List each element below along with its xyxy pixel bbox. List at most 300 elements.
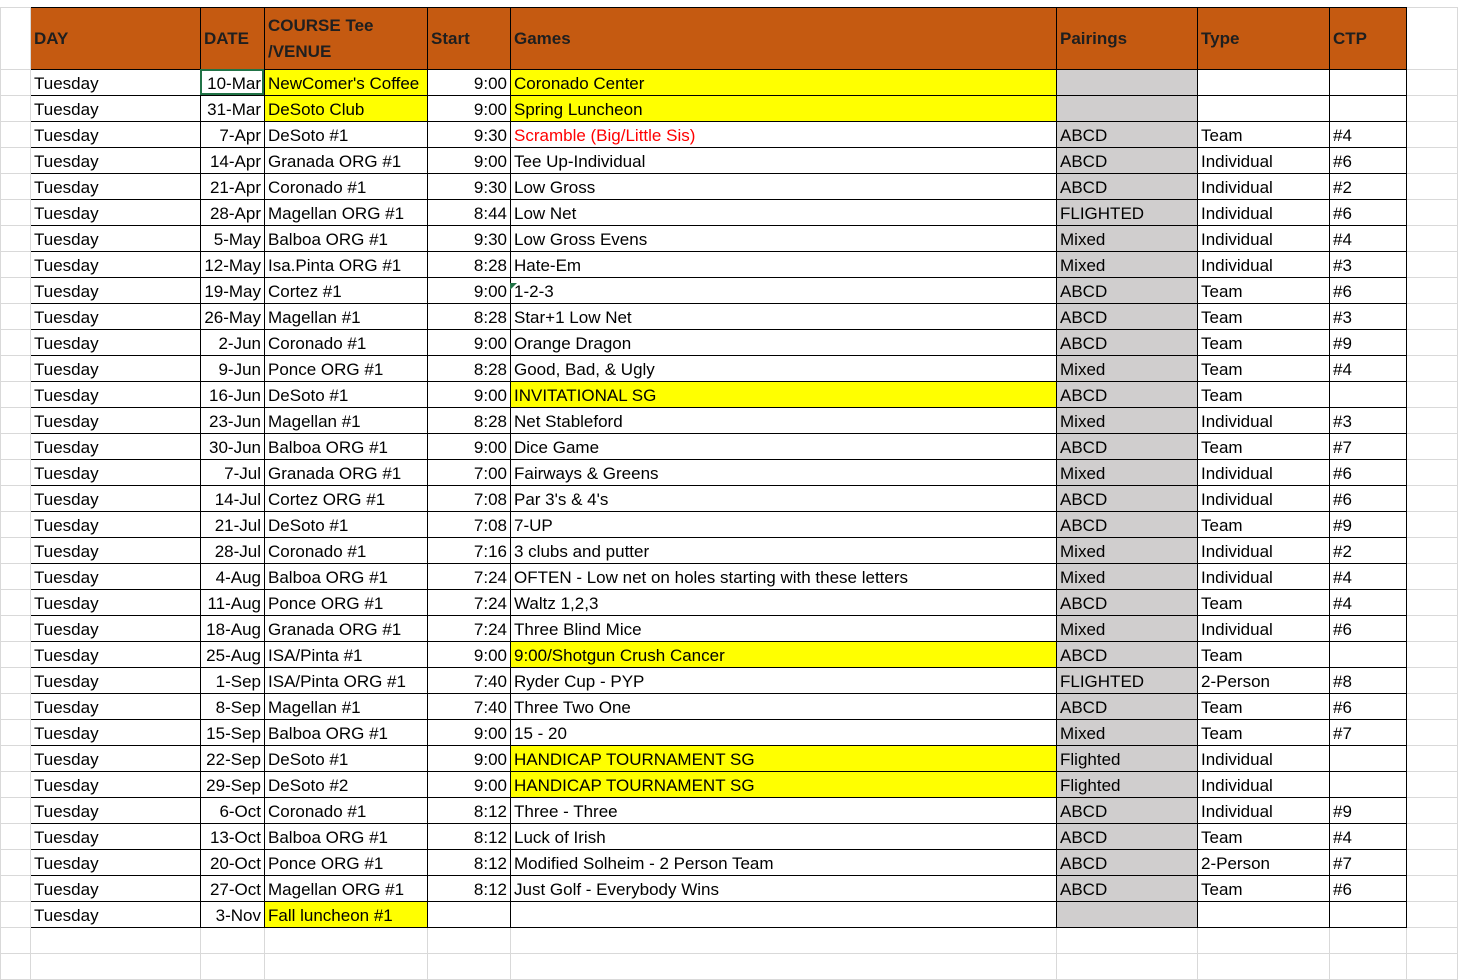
ctp-cell[interactable]: #3 (1330, 304, 1407, 330)
pairings-cell[interactable]: Mixed (1057, 408, 1198, 434)
date-cell[interactable]: 18-Aug (201, 616, 265, 642)
type-cell[interactable]: Team (1198, 642, 1330, 668)
game-cell[interactable]: Good, Bad, & Ugly (511, 356, 1057, 382)
ctp-cell[interactable] (1330, 382, 1407, 408)
start-cell[interactable]: 9:00 (428, 382, 511, 408)
course-cell[interactable]: DeSoto #2 (265, 772, 428, 798)
empty-cell[interactable] (511, 928, 1057, 954)
day-cell[interactable]: Tuesday (31, 460, 201, 486)
game-cell[interactable]: Waltz 1,2,3 (511, 590, 1057, 616)
pairings-cell[interactable]: Mixed (1057, 538, 1198, 564)
course-cell[interactable]: Cortez ORG #1 (265, 486, 428, 512)
game-cell[interactable]: Tee Up-Individual (511, 148, 1057, 174)
date-cell[interactable]: 12-May (201, 252, 265, 278)
date-cell[interactable]: 7-Apr (201, 122, 265, 148)
pairings-cell[interactable]: ABCD (1057, 304, 1198, 330)
game-cell[interactable]: Ryder Cup - PYP (511, 668, 1057, 694)
start-cell[interactable]: 7:24 (428, 590, 511, 616)
course-cell[interactable]: Balboa ORG #1 (265, 434, 428, 460)
course-cell[interactable]: Ponce ORG #1 (265, 356, 428, 382)
game-cell[interactable]: 7-UP (511, 512, 1057, 538)
type-cell[interactable]: Team (1198, 512, 1330, 538)
pairings-cell[interactable]: Flighted (1057, 746, 1198, 772)
date-cell[interactable]: 31-Mar (201, 96, 265, 122)
course-cell[interactable]: Balboa ORG #1 (265, 720, 428, 746)
ctp-cell[interactable]: #2 (1330, 174, 1407, 200)
type-cell[interactable]: Team (1198, 330, 1330, 356)
day-cell[interactable]: Tuesday (31, 96, 201, 122)
ctp-cell[interactable] (1330, 772, 1407, 798)
date-cell[interactable]: 14-Jul (201, 486, 265, 512)
start-cell[interactable]: 7:24 (428, 564, 511, 590)
pairings-cell[interactable]: Flighted (1057, 772, 1198, 798)
course-cell[interactable]: Granada ORG #1 (265, 460, 428, 486)
ctp-cell[interactable] (1330, 70, 1407, 96)
game-cell[interactable]: Three Blind Mice (511, 616, 1057, 642)
start-cell[interactable] (428, 902, 511, 928)
game-cell[interactable]: Spring Luncheon (511, 96, 1057, 122)
day-cell[interactable]: Tuesday (31, 538, 201, 564)
date-cell[interactable]: 13-Oct (201, 824, 265, 850)
course-cell[interactable]: Magellan #1 (265, 694, 428, 720)
game-cell[interactable]: Low Gross (511, 174, 1057, 200)
start-cell[interactable]: 9:00 (428, 148, 511, 174)
start-cell[interactable]: 8:28 (428, 408, 511, 434)
date-cell[interactable]: 25-Aug (201, 642, 265, 668)
day-cell[interactable]: Tuesday (31, 408, 201, 434)
day-cell[interactable]: Tuesday (31, 486, 201, 512)
row-gutter (1, 330, 31, 356)
pairings-cell[interactable]: Mixed (1057, 616, 1198, 642)
pairings-cell[interactable]: ABCD (1057, 122, 1198, 148)
date-cell[interactable]: 8-Sep (201, 694, 265, 720)
header-date[interactable]: DATE (201, 8, 265, 70)
start-cell[interactable]: 9:00 (428, 330, 511, 356)
ctp-cell[interactable] (1330, 902, 1407, 928)
ctp-cell[interactable]: #4 (1330, 590, 1407, 616)
course-cell[interactable]: ISA/Pinta #1 (265, 642, 428, 668)
game-cell[interactable]: INVITATIONAL SG (511, 382, 1057, 408)
day-cell[interactable]: Tuesday (31, 824, 201, 850)
course-cell[interactable]: ISA/Pinta ORG #1 (265, 668, 428, 694)
pairings-cell[interactable]: Mixed (1057, 460, 1198, 486)
header-pairings[interactable]: Pairings (1057, 8, 1198, 70)
date-cell[interactable]: 19-May (201, 278, 265, 304)
start-cell[interactable]: 8:12 (428, 876, 511, 902)
empty-cell[interactable] (1407, 954, 1458, 980)
pairings-cell[interactable]: Mixed (1057, 226, 1198, 252)
start-cell[interactable]: 7:08 (428, 512, 511, 538)
date-cell[interactable]: 23-Jun (201, 408, 265, 434)
start-cell[interactable]: 8:28 (428, 304, 511, 330)
day-cell[interactable]: Tuesday (31, 798, 201, 824)
empty-cell[interactable] (1198, 928, 1330, 954)
start-cell[interactable]: 9:00 (428, 434, 511, 460)
header-start[interactable]: Start (428, 8, 511, 70)
date-cell[interactable]: 20-Oct (201, 850, 265, 876)
day-cell[interactable]: Tuesday (31, 382, 201, 408)
pairings-cell[interactable]: ABCD (1057, 876, 1198, 902)
game-cell[interactable]: OFTEN - Low net on holes starting with these letters (511, 564, 1057, 590)
pairings-cell[interactable]: Mixed (1057, 564, 1198, 590)
start-cell[interactable]: 7:00 (428, 460, 511, 486)
ctp-cell[interactable]: #6 (1330, 876, 1407, 902)
start-cell[interactable]: 9:00 (428, 746, 511, 772)
day-cell[interactable]: Tuesday (31, 616, 201, 642)
course-cell[interactable]: Magellan ORG #1 (265, 876, 428, 902)
day-cell[interactable]: Tuesday (31, 252, 201, 278)
start-cell[interactable]: 9:00 (428, 96, 511, 122)
game-cell[interactable]: Hate-Em (511, 252, 1057, 278)
empty-cell[interactable] (1057, 928, 1198, 954)
day-cell[interactable]: Tuesday (31, 148, 201, 174)
header-day[interactable]: DAY (31, 8, 201, 70)
date-cell[interactable]: 29-Sep (201, 772, 265, 798)
start-cell[interactable]: 8:44 (428, 200, 511, 226)
ctp-cell[interactable] (1330, 746, 1407, 772)
start-cell[interactable]: 9:00 (428, 720, 511, 746)
ctp-cell[interactable]: #4 (1330, 356, 1407, 382)
empty-cell[interactable] (201, 928, 265, 954)
type-cell[interactable]: Individual (1198, 564, 1330, 590)
day-cell[interactable]: Tuesday (31, 876, 201, 902)
ctp-cell[interactable]: #9 (1330, 330, 1407, 356)
day-cell[interactable]: Tuesday (31, 122, 201, 148)
ctp-cell[interactable]: #6 (1330, 460, 1407, 486)
empty-cell[interactable] (201, 954, 265, 980)
game-cell[interactable]: HANDICAP TOURNAMENT SG (511, 746, 1057, 772)
ctp-cell[interactable]: #6 (1330, 200, 1407, 226)
course-cell[interactable]: DeSoto #1 (265, 746, 428, 772)
game-cell[interactable]: Fairways & Greens (511, 460, 1057, 486)
game-cell[interactable]: Coronado Center (511, 70, 1057, 96)
course-cell[interactable]: Balboa ORG #1 (265, 564, 428, 590)
date-cell[interactable]: 11-Aug (201, 590, 265, 616)
course-cell[interactable]: Ponce ORG #1 (265, 850, 428, 876)
type-cell[interactable]: Individual (1198, 174, 1330, 200)
course-cell[interactable]: Magellan #1 (265, 304, 428, 330)
course-cell[interactable]: Granada ORG #1 (265, 148, 428, 174)
type-cell[interactable]: Team (1198, 304, 1330, 330)
course-cell[interactable]: DeSoto Club (265, 96, 428, 122)
date-cell[interactable]: 21-Apr (201, 174, 265, 200)
pairings-cell[interactable]: ABCD (1057, 798, 1198, 824)
date-cell[interactable]: 26-May (201, 304, 265, 330)
date-cell[interactable]: 30-Jun (201, 434, 265, 460)
date-cell[interactable]: 9-Jun (201, 356, 265, 382)
empty-cell[interactable] (1330, 954, 1407, 980)
type-cell[interactable] (1198, 902, 1330, 928)
course-cell[interactable]: Cortez #1 (265, 278, 428, 304)
course-cell[interactable]: Fall luncheon #1 (265, 902, 428, 928)
day-cell[interactable]: Tuesday (31, 590, 201, 616)
type-cell[interactable] (1198, 70, 1330, 96)
day-cell[interactable]: Tuesday (31, 668, 201, 694)
ctp-cell[interactable] (1330, 96, 1407, 122)
game-cell[interactable] (511, 902, 1057, 928)
ctp-cell[interactable]: #6 (1330, 616, 1407, 642)
type-cell[interactable]: Individual (1198, 460, 1330, 486)
game-cell[interactable]: HANDICAP TOURNAMENT SG (511, 772, 1057, 798)
day-cell[interactable]: Tuesday (31, 330, 201, 356)
date-cell[interactable]: 4-Aug (201, 564, 265, 590)
pairings-cell[interactable]: ABCD (1057, 512, 1198, 538)
empty-cell[interactable] (31, 954, 201, 980)
game-cell[interactable]: Orange Dragon (511, 330, 1057, 356)
type-cell[interactable]: Individual (1198, 746, 1330, 772)
type-cell[interactable]: Individual (1198, 148, 1330, 174)
pairings-cell[interactable]: ABCD (1057, 148, 1198, 174)
course-cell[interactable]: DeSoto #1 (265, 122, 428, 148)
date-cell[interactable]: 6-Oct (201, 798, 265, 824)
start-cell[interactable]: 8:12 (428, 798, 511, 824)
type-cell[interactable]: Team (1198, 434, 1330, 460)
row-gutter (1, 252, 31, 278)
header-ctp[interactable]: CTP (1330, 8, 1407, 70)
empty-cell[interactable] (1198, 954, 1330, 980)
day-cell[interactable]: Tuesday (31, 564, 201, 590)
type-cell[interactable]: Team (1198, 278, 1330, 304)
date-cell[interactable]: 28-Apr (201, 200, 265, 226)
game-cell[interactable]: Low Gross Evens (511, 226, 1057, 252)
ctp-cell[interactable]: #6 (1330, 486, 1407, 512)
empty-cell[interactable] (1330, 928, 1407, 954)
type-cell[interactable]: Individual (1198, 538, 1330, 564)
game-cell[interactable]: Three Two One (511, 694, 1057, 720)
course-cell[interactable]: Coronado #1 (265, 538, 428, 564)
game-cell[interactable]: 15 - 20 (511, 720, 1057, 746)
empty-cell[interactable] (1407, 8, 1458, 70)
game-cell[interactable]: Net Stableford (511, 408, 1057, 434)
game-cell[interactable]: Just Golf - Everybody Wins (511, 876, 1057, 902)
row-gutter (1, 278, 31, 304)
pairings-cell[interactable]: ABCD (1057, 642, 1198, 668)
type-cell[interactable]: Team (1198, 720, 1330, 746)
ctp-cell[interactable]: #7 (1330, 720, 1407, 746)
ctp-cell[interactable]: #6 (1330, 278, 1407, 304)
date-cell[interactable]: 22-Sep (201, 746, 265, 772)
type-cell[interactable]: Individual (1198, 408, 1330, 434)
ctp-cell[interactable]: #6 (1330, 148, 1407, 174)
start-cell[interactable]: 7:24 (428, 616, 511, 642)
date-cell[interactable]: 21-Jul (201, 512, 265, 538)
pairings-cell[interactable]: ABCD (1057, 590, 1198, 616)
ctp-cell[interactable]: #7 (1330, 434, 1407, 460)
day-cell[interactable]: Tuesday (31, 174, 201, 200)
ctp-cell[interactable]: #2 (1330, 538, 1407, 564)
type-cell[interactable]: Team (1198, 356, 1330, 382)
pairings-cell[interactable] (1057, 96, 1198, 122)
pairings-cell[interactable]: ABCD (1057, 382, 1198, 408)
type-cell[interactable]: Team (1198, 382, 1330, 408)
pairings-cell[interactable]: Mixed (1057, 720, 1198, 746)
day-cell[interactable]: Tuesday (31, 512, 201, 538)
date-cell[interactable]: 10-Mar (201, 70, 265, 96)
pairings-cell[interactable]: ABCD (1057, 486, 1198, 512)
date-cell[interactable]: 1-Sep (201, 668, 265, 694)
type-cell[interactable]: 2-Person (1198, 668, 1330, 694)
empty-cell[interactable] (1407, 928, 1458, 954)
type-cell[interactable]: Individual (1198, 486, 1330, 512)
ctp-cell[interactable]: #9 (1330, 798, 1407, 824)
start-cell[interactable]: 8:12 (428, 824, 511, 850)
row-gutter (1, 434, 31, 460)
game-cell[interactable]: Modified Solheim - 2 Person Team (511, 850, 1057, 876)
game-cell[interactable]: Dice Game (511, 434, 1057, 460)
pairings-cell[interactable]: ABCD (1057, 330, 1198, 356)
start-cell[interactable]: 9:00 (428, 70, 511, 96)
date-cell[interactable]: 15-Sep (201, 720, 265, 746)
game-cell[interactable]: 3 clubs and putter (511, 538, 1057, 564)
day-cell[interactable]: Tuesday (31, 694, 201, 720)
type-cell[interactable]: Individual (1198, 226, 1330, 252)
game-cell[interactable]: Luck of Irish (511, 824, 1057, 850)
ctp-cell[interactable]: #4 (1330, 122, 1407, 148)
start-cell[interactable]: 7:40 (428, 668, 511, 694)
start-cell[interactable]: 9:30 (428, 122, 511, 148)
pairings-cell[interactable]: ABCD (1057, 278, 1198, 304)
empty-cell[interactable] (1, 954, 31, 980)
table-row (1, 408, 1458, 434)
type-cell[interactable]: Individual (1198, 772, 1330, 798)
date-cell[interactable]: 2-Jun (201, 330, 265, 356)
date-cell[interactable]: 28-Jul (201, 538, 265, 564)
pairings-cell[interactable]: ABCD (1057, 824, 1198, 850)
course-cell[interactable]: Isa.Pinta ORG #1 (265, 252, 428, 278)
day-cell[interactable]: Tuesday (31, 642, 201, 668)
day-cell[interactable]: Tuesday (31, 356, 201, 382)
type-cell[interactable]: Individual (1198, 616, 1330, 642)
ctp-cell[interactable]: #3 (1330, 252, 1407, 278)
type-cell[interactable]: Team (1198, 122, 1330, 148)
ctp-cell[interactable]: #9 (1330, 512, 1407, 538)
ctp-cell[interactable]: #3 (1330, 408, 1407, 434)
ctp-cell[interactable]: #4 (1330, 564, 1407, 590)
type-cell[interactable]: Individual (1198, 252, 1330, 278)
start-cell[interactable]: 9:00 (428, 278, 511, 304)
ctp-cell[interactable]: #4 (1330, 824, 1407, 850)
type-cell[interactable]: 2-Person (1198, 850, 1330, 876)
start-cell[interactable]: 7:16 (428, 538, 511, 564)
table-row (1, 330, 1458, 356)
start-cell[interactable]: 8:12 (428, 850, 511, 876)
date-cell[interactable]: 5-May (201, 226, 265, 252)
course-cell[interactable]: Coronado #1 (265, 174, 428, 200)
course-cell[interactable]: DeSoto #1 (265, 382, 428, 408)
start-cell[interactable]: 8:28 (428, 356, 511, 382)
pairings-cell[interactable]: ABCD (1057, 850, 1198, 876)
type-cell[interactable]: Team (1198, 694, 1330, 720)
game-cell[interactable]: Scramble (Big/Little Sis) (511, 122, 1057, 148)
date-cell[interactable]: 3-Nov (201, 902, 265, 928)
game-cell[interactable]: 9:00/Shotgun Crush Cancer (511, 642, 1057, 668)
day-cell[interactable]: Tuesday (31, 720, 201, 746)
empty-cell[interactable] (511, 954, 1057, 980)
ctp-cell[interactable]: #4 (1330, 226, 1407, 252)
header-course[interactable]: COURSE Tee /VENUE (265, 8, 428, 70)
game-cell[interactable]: Low Net (511, 200, 1057, 226)
course-cell[interactable]: Balboa ORG #1 (265, 226, 428, 252)
start-cell[interactable]: 9:30 (428, 174, 511, 200)
day-cell[interactable]: Tuesday (31, 850, 201, 876)
type-cell[interactable]: Individual (1198, 200, 1330, 226)
start-cell[interactable]: 9:00 (428, 642, 511, 668)
empty-cell[interactable] (1, 928, 31, 954)
pairings-cell[interactable]: FLIGHTED (1057, 668, 1198, 694)
day-cell[interactable]: Tuesday (31, 434, 201, 460)
empty-cell[interactable] (265, 928, 428, 954)
course-cell[interactable]: DeSoto #1 (265, 512, 428, 538)
type-cell[interactable] (1198, 96, 1330, 122)
game-cell[interactable]: Star+1 Low Net (511, 304, 1057, 330)
day-cell[interactable]: Tuesday (31, 772, 201, 798)
start-cell[interactable]: 8:28 (428, 252, 511, 278)
day-cell[interactable]: Tuesday (31, 200, 201, 226)
pairings-cell[interactable]: Mixed (1057, 356, 1198, 382)
course-cell[interactable]: Balboa ORG #1 (265, 824, 428, 850)
ctp-cell[interactable]: #7 (1330, 850, 1407, 876)
empty-cell[interactable] (1057, 954, 1198, 980)
empty-cell[interactable] (428, 954, 511, 980)
pairings-cell[interactable]: ABCD (1057, 694, 1198, 720)
game-cell[interactable]: Par 3's & 4's (511, 486, 1057, 512)
date-cell[interactable]: 27-Oct (201, 876, 265, 902)
date-cell[interactable]: 16-Jun (201, 382, 265, 408)
start-cell[interactable]: 9:30 (428, 226, 511, 252)
pairings-cell[interactable] (1057, 902, 1198, 928)
day-cell[interactable]: Tuesday (31, 278, 201, 304)
day-cell[interactable]: Tuesday (31, 902, 201, 928)
pairings-cell[interactable]: FLIGHTED (1057, 200, 1198, 226)
pairings-cell[interactable]: ABCD (1057, 434, 1198, 460)
game-cell[interactable]: 1-2-3 (511, 278, 1057, 304)
header-games[interactable]: Games (511, 8, 1057, 70)
pairings-cell[interactable]: ABCD (1057, 174, 1198, 200)
ctp-cell[interactable] (1330, 642, 1407, 668)
empty-cell[interactable] (428, 928, 511, 954)
date-cell[interactable]: 7-Jul (201, 460, 265, 486)
start-cell[interactable]: 7:40 (428, 694, 511, 720)
course-cell[interactable]: Ponce ORG #1 (265, 590, 428, 616)
course-cell[interactable]: Granada ORG #1 (265, 616, 428, 642)
course-cell[interactable]: Magellan ORG #1 (265, 200, 428, 226)
course-cell[interactable]: Magellan #1 (265, 408, 428, 434)
day-cell[interactable]: Tuesday (31, 304, 201, 330)
date-cell[interactable]: 14-Apr (201, 148, 265, 174)
type-cell[interactable]: Team (1198, 824, 1330, 850)
type-cell[interactable]: Individual (1198, 798, 1330, 824)
day-cell[interactable]: Tuesday (31, 226, 201, 252)
start-cell[interactable]: 9:00 (428, 772, 511, 798)
day-cell[interactable]: Tuesday (31, 70, 201, 96)
course-cell[interactable]: NewComer's Coffee (265, 70, 428, 96)
header-type[interactable]: Type (1198, 8, 1330, 70)
empty-cell[interactable] (31, 928, 201, 954)
type-cell[interactable]: Team (1198, 590, 1330, 616)
day-cell[interactable]: Tuesday (31, 746, 201, 772)
start-cell[interactable]: 7:08 (428, 486, 511, 512)
pairings-cell[interactable]: Mixed (1057, 252, 1198, 278)
game-cell[interactable]: Three - Three (511, 798, 1057, 824)
course-cell[interactable]: Coronado #1 (265, 798, 428, 824)
course-cell[interactable]: Coronado #1 (265, 330, 428, 356)
empty-row (1, 954, 1458, 980)
empty-cell[interactable] (265, 954, 428, 980)
pairings-cell[interactable] (1057, 70, 1198, 96)
ctp-cell[interactable]: #8 (1330, 668, 1407, 694)
type-cell[interactable]: Team (1198, 876, 1330, 902)
ctp-cell[interactable]: #6 (1330, 694, 1407, 720)
